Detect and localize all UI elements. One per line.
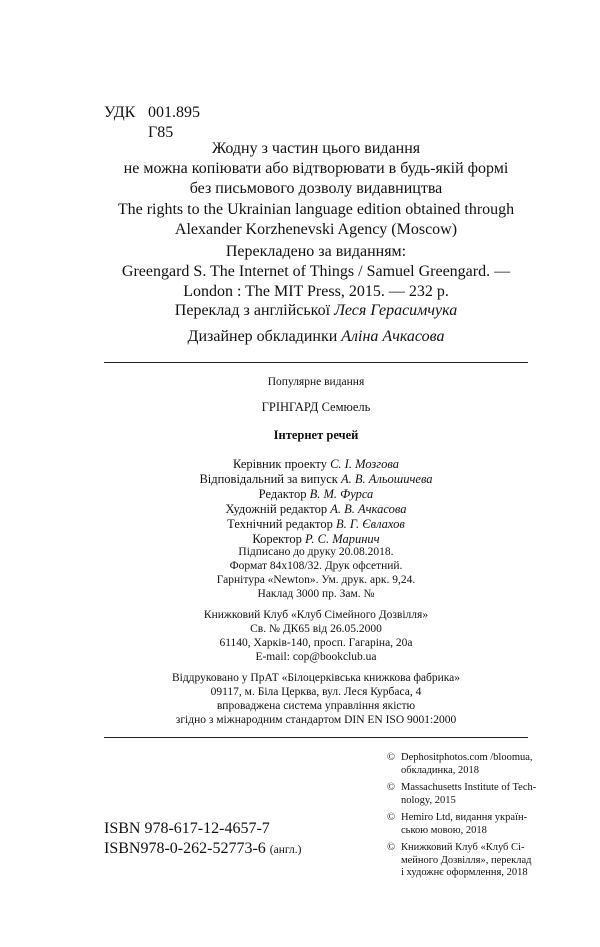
book-title: Інтернет речей — [273, 428, 359, 442]
copyright-text: Книжковий Клуб «Клуб Сі- мейного Дозвілля», переклад і художнє оформлення, 2018 — [401, 842, 532, 878]
cover-designer-line — [104, 327, 528, 347]
credit-name: Р. С. Маринич — [304, 532, 380, 546]
publisher-info — [104, 608, 528, 664]
copyright-symbol: © — [387, 812, 395, 823]
rights-notice-ua-line: Жодну з частин цього видання — [211, 140, 421, 157]
rights-notice-en-line: Alexander Korzhenevski Agency (Moscow) — [174, 221, 458, 238]
publisher-line: E-mail: cop@bookclub.ua — [255, 651, 377, 663]
udk-label: УДК — [104, 104, 136, 121]
credit-role: Коректор — [252, 532, 302, 546]
copyright-symbol: © — [387, 782, 395, 793]
print-specs — [104, 545, 528, 601]
translated-from-line: Перекладено за виданням: — [225, 243, 407, 260]
credit-name: А. В. Альошичева — [340, 472, 433, 486]
rights-notice-ua-line: без письмового дозволу видавництва — [189, 180, 443, 197]
printer-line: Віддруковано у ПрАТ «Білоцерківська книжкова фабрика» — [171, 672, 461, 684]
copyright-item — [387, 812, 557, 837]
credit-row — [104, 502, 528, 517]
credit-name: А. В. Ачкасова — [330, 502, 407, 516]
credit-name: В. Г. Євлахов — [335, 517, 405, 531]
credit-role: Технічний редактор — [227, 517, 333, 531]
rights-notice-ua — [104, 139, 528, 199]
divider-bottom — [104, 737, 528, 738]
rights-notice-en-line: The rights to the Ukrainian language edition obtained through — [117, 201, 515, 218]
credit-row — [104, 487, 528, 502]
copyright-text: Hemiro Ltd, видання україн- ською мовою, 2018 — [401, 812, 528, 836]
copyright-item — [387, 782, 557, 807]
printer-info — [104, 671, 528, 727]
isbn-note: (англ.) — [269, 844, 302, 856]
copyright-symbol: © — [387, 752, 395, 763]
printer-line: згідно з міжнародним стандартом DIN EN ISO 9001:2000 — [175, 714, 457, 726]
publisher-line: Св. № ДК65 від 26.05.2000 — [250, 623, 382, 635]
cover-designer-name: Аліна Ачкасова — [341, 328, 445, 345]
copyright-symbol: © — [387, 842, 395, 853]
credit-role: Керівник проекту — [232, 457, 327, 471]
translator-name: Леся Герасимчука — [334, 302, 458, 319]
publisher-line: Книжковий Клуб «Клуб Сімейного Дозвілля» — [203, 609, 429, 621]
credit-name: В. М. Фурса — [309, 487, 374, 501]
credit-row — [104, 517, 528, 532]
credit-role: Художній редактор — [225, 502, 328, 516]
isbn-text: ISBN978-0-262-52773-6 — [104, 840, 266, 857]
copyright-text: Massachusetts Institute of Tech- nology, 2015 — [401, 782, 537, 806]
translated-from — [104, 242, 528, 302]
translated-from-line: Greengard S. The Internet of Things / Samuel Greengard. — — [121, 263, 511, 280]
credit-role: Відповідальний за випуск — [199, 472, 338, 486]
rights-notice-en — [104, 200, 528, 240]
credit-name: С. І. Мозгова — [330, 457, 399, 471]
copyright-text: Dephositphotos.com /bloomua, обкладинка, 2018 — [401, 752, 533, 776]
rights-notice-ua-line: не можна копіювати або відтворювати в будь-якій формі — [123, 160, 509, 177]
divider-top — [104, 362, 528, 363]
edition-type: Популярне видання — [267, 376, 365, 388]
udk-code: 001.895 — [148, 104, 200, 121]
print-spec-line: Формат 84х108/32. Друк офсетний. — [229, 560, 403, 572]
print-spec-line: Гарнітура «Newton». Ум. друк. арк. 9,24. — [216, 574, 416, 586]
copyright-item — [387, 842, 557, 880]
printer-line: 09117, м. Біла Церква, вул. Леся Курбаса, 4 — [210, 686, 422, 698]
isbn-text: ISBN 978-617-12-4657-7 — [104, 820, 270, 837]
translator-line — [104, 301, 528, 321]
isbn-ukrainian — [104, 819, 270, 839]
publisher-line: 61140, Харків-140, просп. Гагаріна, 20а — [219, 637, 413, 649]
cover-designer-label: Дизайнер обкладинки — [187, 328, 338, 345]
copyright-list — [387, 752, 557, 885]
printer-line: впроваджена система управління якістю — [216, 700, 416, 712]
print-spec-line: Наклад 3000 пр. Зам. № — [257, 588, 375, 600]
translated-from-line: London : The MIT Press, 2015. — 232 p. — [183, 283, 449, 300]
credit-row — [104, 472, 528, 487]
author-line: ГРІНГАРД Семюель — [261, 400, 371, 414]
copyright-item — [387, 752, 557, 777]
credit-row — [104, 457, 528, 472]
credits — [104, 457, 528, 547]
print-spec-line: Підписано до друку 20.08.2018. — [238, 546, 394, 558]
isbn-english — [104, 839, 301, 859]
translator-label: Переклад з англійської — [174, 302, 331, 319]
bbk-code: Г85 — [148, 124, 174, 141]
credit-role: Редактор — [258, 487, 307, 501]
